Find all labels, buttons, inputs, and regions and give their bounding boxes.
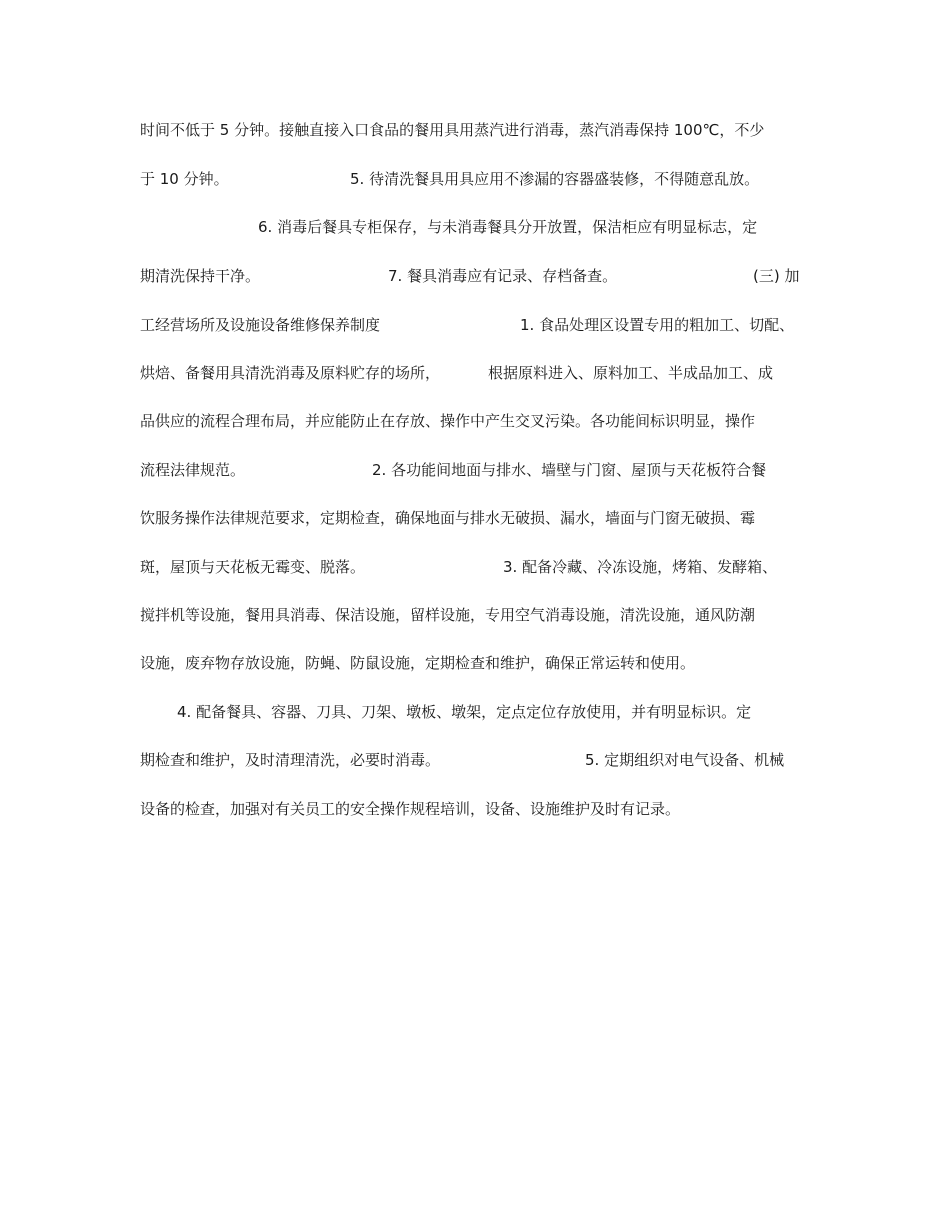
text-segment: 1. 食品处理区设置专用的粗加工、切配、 xyxy=(520,316,795,334)
text-segment: 2. 各功能间地面与排水、墙壁与门窗、屋顶与天花板符合餐 xyxy=(372,461,767,479)
text-segment: 期清洗保持干净。 xyxy=(140,267,261,285)
text-segment: 饮服务操作法律规范要求，定期检查，确保地面与排水无破损、漏水，墙面与门窗无破损、霉 xyxy=(140,509,756,527)
text-segment: 5. 定期组织对电气设备、机械 xyxy=(585,751,785,769)
text-segment: 时间不低于 5 分钟。接触直接入口食品的餐用具用蒸汽进行消毒，蒸汽消毒保持 100℃，不少 xyxy=(140,121,765,139)
text-segment: 3. 配备冷藏、冷冻设施，烤箱、发酵箱、 xyxy=(503,558,778,576)
text-segment: 6. 消毒后餐具专柜保存，与未消毒餐具分开放置，保洁柜应有明显标志，定 xyxy=(258,218,758,236)
text-segment: 流程法律规范。 xyxy=(140,461,246,479)
text-segment: 7. 餐具消毒应有记录、存档备查。 xyxy=(388,267,618,285)
text-segment: 根据原料进入、原料加工、半成品加工、成 xyxy=(488,364,774,382)
text-segment: 期检查和维护，及时清理清洗，必要时消毒。 xyxy=(140,751,441,769)
text-segment: (三) 加 xyxy=(753,267,800,285)
text-segment: 搅拌机等设施，餐用具消毒、保洁设施，留样设施，专用空气消毒设施，清洗设施，通风防潮 xyxy=(140,606,756,624)
text-segment: 斑，屋顶与天花板无霉变、脱落。 xyxy=(140,558,366,576)
text-segment: 5. 待清洗餐具用具应用不渗漏的容器盛装修，不得随意乱放。 xyxy=(350,170,760,188)
text-segment: 工经营场所及设施设备维修保养制度 xyxy=(140,316,381,334)
text-segment: 设施，废弃物存放设施，防蝇、防鼠设施，定期检查和维护，确保正常运转和使用。 xyxy=(140,654,696,672)
text-segment: 烘焙、备餐用具清洗消毒及原料贮存的场所， xyxy=(140,364,441,382)
text-segment: 设备的检查，加强对有关员工的安全操作规程培训，设备、设施维护及时有记录。 xyxy=(140,800,681,818)
text-segment: 品供应的流程合理布局，并应能防止在存放、操作中产生交叉污染。各功能间标识明显，操作 xyxy=(140,412,756,430)
text-segment: 于 10 分钟。 xyxy=(140,170,229,188)
text-segment: 4. 配备餐具、容器、刀具、刀架、墩板、墩架，定点定位存放使用，并有明显标识。定 xyxy=(177,703,752,721)
